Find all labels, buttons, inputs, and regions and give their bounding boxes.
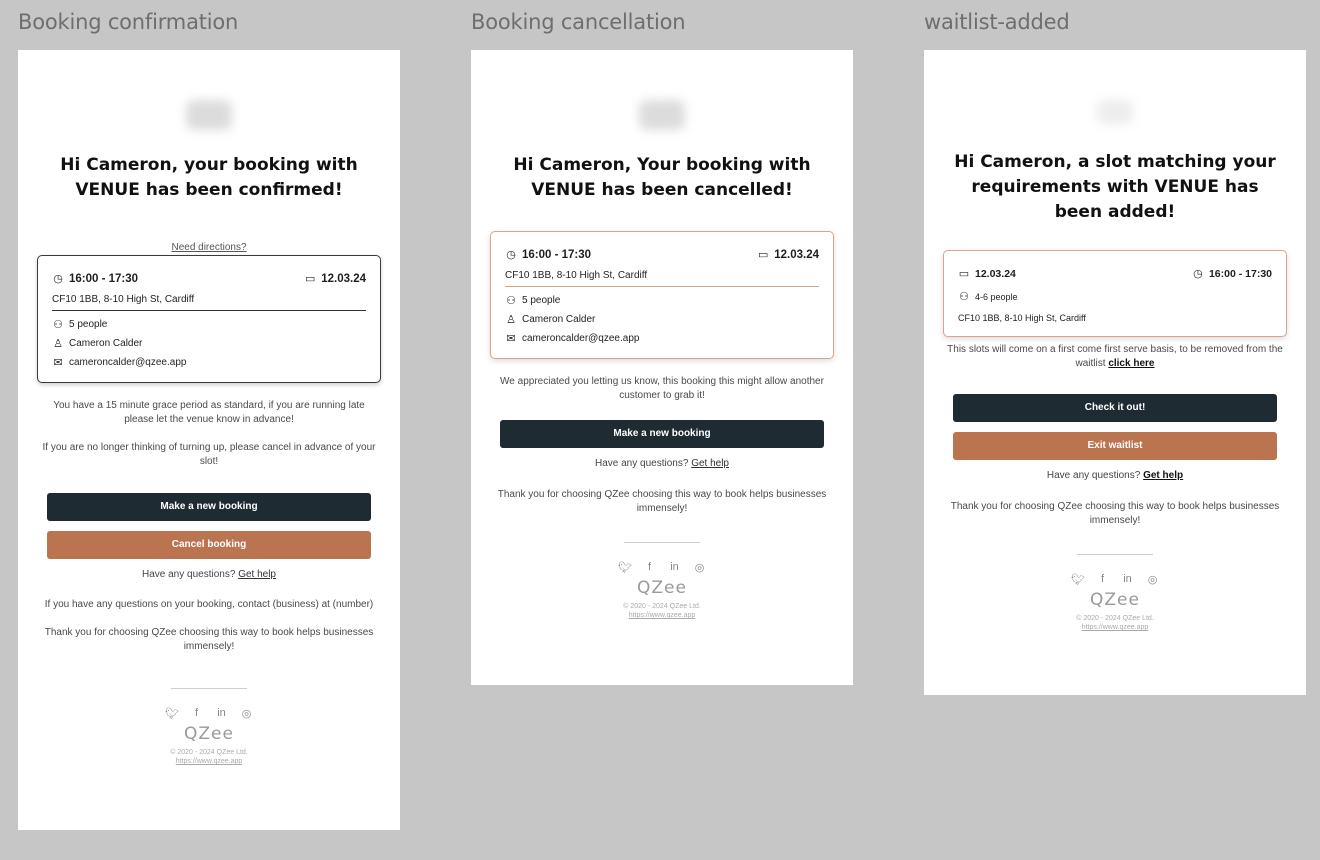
help-prefix: Have any questions? [595, 458, 689, 469]
thanks-text: Thank you for choosing QZee choosing this way to book helps businesses immensely! [950, 501, 1280, 526]
mail-icon: ✉ [53, 357, 63, 369]
booking-address: CF10 1BB, 8-10 High St, Cardiff [505, 270, 648, 281]
clock-icon: ◷ [53, 272, 63, 285]
twitter-icon[interactable]: 🐦︎ [1071, 574, 1085, 586]
venue-logo [639, 100, 685, 130]
details-divider [52, 310, 366, 311]
cancel-booking-button[interactable]: Cancel booking [47, 531, 371, 559]
booking-details-box [490, 231, 834, 359]
slot-date-value: 12.03.24 [975, 267, 1016, 280]
qzee-logo: QZee [184, 724, 234, 744]
slot-time [1192, 267, 1272, 280]
grace-period-text: You have a 15 minute grace period as standard, if you are running late please let the venue know in advance! [53, 400, 365, 425]
social-links [18, 707, 400, 720]
linkedin-icon[interactable]: in [670, 561, 679, 573]
calendar-icon: ▭ [758, 248, 769, 261]
facebook-icon[interactable]: f [647, 561, 652, 573]
booking-people: 5 people [69, 319, 108, 330]
instagram-icon[interactable]: ◎ [241, 708, 252, 720]
qzee-logo: QZee [1090, 590, 1140, 610]
footer-divider [624, 542, 700, 543]
waitlist-details-box [943, 250, 1287, 337]
get-help-link[interactable]: Get help [1143, 470, 1184, 481]
website-link[interactable]: https://www.qzee.app [1081, 624, 1149, 631]
check-it-out-button[interactable]: Check it out! [953, 394, 1277, 422]
person-icon: ♙ [506, 314, 516, 326]
confirmation-email-card [18, 50, 400, 830]
booking-name: Cameron Calder [522, 314, 596, 325]
website-link[interactable]: https://www.qzee.app [628, 612, 696, 619]
cancel-advice-text: If you are no longer thinking of turning up, please cancel in advance of your slot! [42, 442, 376, 467]
people-icon: ⚇ [506, 295, 516, 307]
waitlist-notice-text [942, 343, 1288, 371]
linkedin-icon[interactable]: in [1123, 573, 1132, 585]
booking-time-value: 16:00 - 17:30 [522, 248, 592, 261]
calendar-icon: ▭ [305, 272, 316, 285]
thanks-text: Thank you for choosing QZee choosing this way to book helps businesses immensely! [497, 489, 827, 514]
venue-logo [186, 100, 232, 130]
notice-body: This slots will come on a first come first serve basis, to be removed from the waitlist [947, 344, 1283, 369]
qzee-logo: QZee [637, 578, 687, 598]
frame-title-waitlist: waitlist-added [924, 10, 1070, 34]
make-new-booking-button[interactable]: Make a new booking [500, 420, 824, 448]
venue-logo [1097, 100, 1133, 124]
frame-title-confirmation: Booking confirmation [18, 10, 239, 34]
confirmation-headline: Hi Cameron, your booking with VENUE has been confirmed! [60, 155, 358, 200]
people-icon: ⚇ [53, 319, 63, 331]
help-prefix: Have any questions? [1046, 470, 1141, 481]
help-line [471, 458, 853, 469]
booking-email[interactable]: cameroncalder@qzee.app [69, 357, 187, 368]
help-line [18, 569, 400, 580]
facebook-icon[interactable]: f [194, 707, 199, 719]
footer-divider [171, 688, 247, 689]
waitlist-email-card [924, 50, 1306, 695]
booking-date-value: 12.03.24 [321, 272, 366, 285]
booking-time [505, 248, 591, 261]
thanks-text: Thank you for choosing QZee choosing this way to book helps businesses immensely! [44, 627, 374, 652]
twitter-icon[interactable]: 🐦︎ [618, 562, 632, 574]
directions-link[interactable]: Need directions? [171, 242, 247, 253]
booking-address: CF10 1BB, 8-10 High St, Cardiff [52, 294, 195, 305]
get-help-link[interactable]: Get help [691, 458, 729, 469]
contact-text: If you have any questions on your booking, contact (business) at (number) [44, 599, 374, 610]
booking-name: Cameron Calder [69, 338, 143, 349]
mail-icon: ✉ [506, 333, 516, 345]
cancellation-email-card [471, 50, 853, 685]
help-line [924, 470, 1306, 481]
booking-people: 5 people [522, 295, 561, 306]
copyright-text: © 2020 - 2024 QZee Ltd. [170, 749, 248, 756]
clock-icon: ◷ [1193, 267, 1203, 280]
remove-waitlist-link[interactable]: click here [1108, 358, 1155, 369]
make-new-booking-button[interactable]: Make a new booking [47, 493, 371, 521]
social-links [471, 561, 853, 574]
cancellation-headline: Hi Cameron, Your booking with VENUE has been cancelled! [513, 155, 811, 200]
exit-waitlist-button[interactable]: Exit waitlist [953, 432, 1277, 460]
booking-time [52, 272, 138, 285]
booking-date [304, 272, 366, 285]
get-help-link[interactable]: Get help [238, 569, 276, 580]
linkedin-icon[interactable]: in [217, 707, 226, 719]
booking-date [757, 248, 819, 261]
twitter-icon[interactable]: 🐦︎ [165, 708, 179, 720]
people-icon: ⚇ [959, 291, 969, 303]
slot-date [958, 267, 1016, 280]
slot-people: 4-6 people [975, 291, 1018, 302]
booking-date-value: 12.03.24 [774, 248, 819, 261]
calendar-icon: ▭ [958, 267, 970, 280]
booking-details-box [37, 255, 381, 383]
help-prefix: Have any questions? [142, 569, 236, 580]
slot-time-value: 16:00 - 17:30 [1208, 267, 1272, 280]
copyright-text: © 2020 - 2024 QZee Ltd. [1076, 615, 1154, 622]
social-links [924, 573, 1306, 586]
booking-email[interactable]: cameroncalder@qzee.app [522, 333, 640, 344]
person-icon: ♙ [53, 338, 63, 350]
instagram-icon[interactable]: ◎ [694, 562, 705, 574]
details-divider [505, 286, 819, 287]
waitlist-headline: Hi Cameron, a slot matching your requirements with VENUE has been added! [954, 152, 1276, 222]
slot-address: CF10 1BB, 8-10 High St, Cardiff [958, 312, 1086, 323]
instagram-icon[interactable]: ◎ [1147, 574, 1158, 586]
website-link[interactable]: https://www.qzee.app [175, 758, 243, 765]
facebook-icon[interactable]: f [1100, 573, 1105, 585]
booking-time-value: 16:00 - 17:30 [69, 272, 139, 285]
copyright-text: © 2020 - 2024 QZee Ltd. [623, 603, 701, 610]
appreciation-text: We appreciated you letting us know, this booking this might allow another customer to grab it! [500, 376, 824, 401]
footer-divider [1077, 554, 1153, 555]
frame-title-cancellation: Booking cancellation [471, 10, 686, 34]
clock-icon: ◷ [506, 248, 516, 261]
